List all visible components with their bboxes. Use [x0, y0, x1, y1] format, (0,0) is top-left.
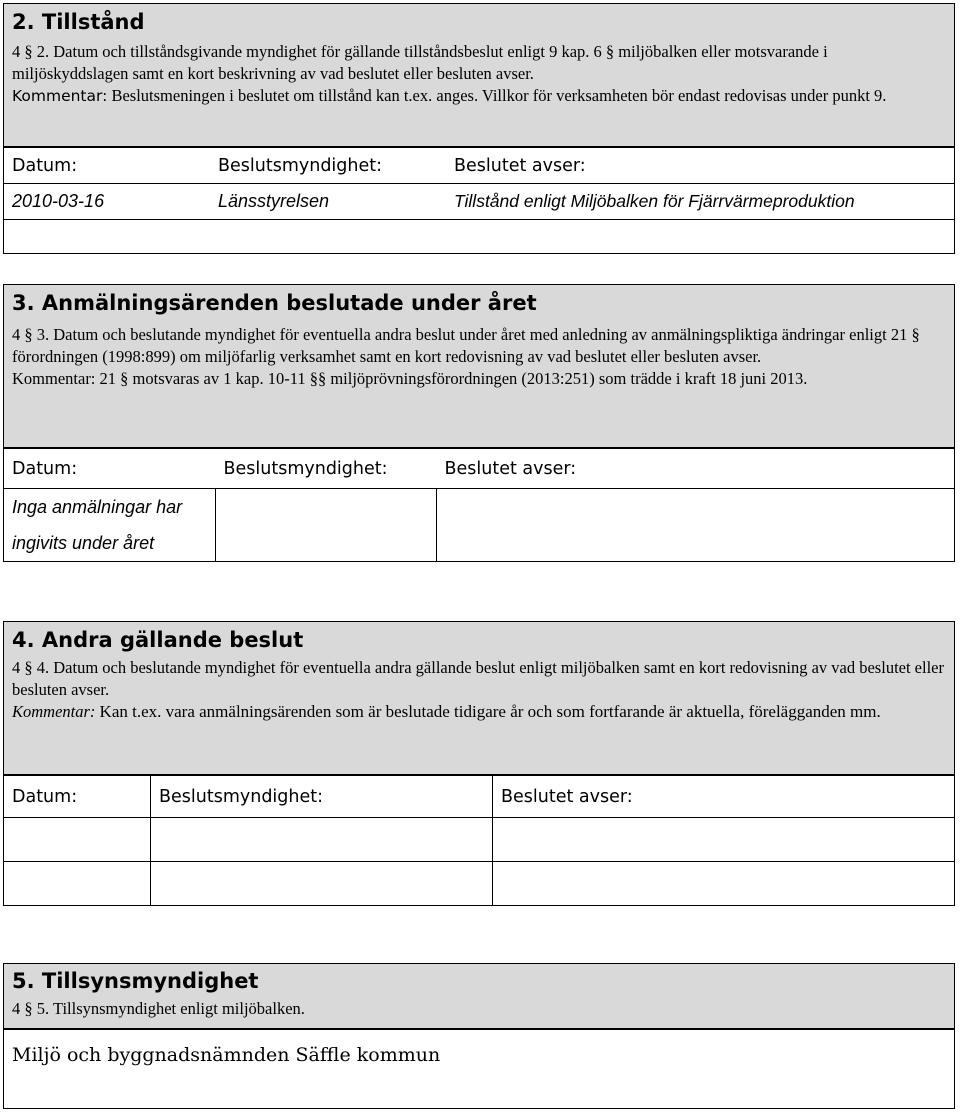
empty-row	[4, 220, 955, 254]
header-beslutsmyndighet: Beslutsmyndighet:	[151, 776, 493, 818]
section-2-header	[3, 3, 955, 147]
cell-beslutet-avser	[437, 489, 955, 562]
section-2-title: 2. Tillstånd	[12, 10, 145, 34]
comment-label: Kommentar:	[12, 87, 108, 105]
cell-beslutet-avser	[493, 862, 955, 906]
header-beslutet-avser: Beslutet avser:	[493, 776, 955, 818]
cell-datum	[4, 818, 151, 862]
section-5-title: 5. Tillsynsmyndighet	[12, 969, 259, 993]
header-beslutsmyndighet: Beslutsmyndighet:	[210, 148, 446, 184]
section-2-table	[3, 147, 955, 254]
section-4-description: 4 § 4. Datum och beslutande myndighet för eventuella andra gällande beslut enligt miljöbalken samt en kort redovisning av vad beslutet eller besluten avser. Kommentar: Kan t.ex. vara anmälningsärenden som är beslutade tidigare år och som fortfarande är aktuella, förelägganden mm.	[12, 658, 944, 721]
header-datum: Datum:	[4, 449, 216, 489]
section-4-header	[3, 621, 955, 775]
section-3-header	[3, 284, 955, 448]
section-3-description: 4 § 3. Datum och beslutande myndighet för eventuella andra beslut under året med anledning av anmälningspliktiga ändringar enligt 21 § förordningen (1998:899) om miljöfarlig verksamhet samt en kort redovisning av vad beslutet eller besluten avser. Kommentar: 21 § motsvaras av 1 kap. 10-11 §§ miljöprövningsförordningen (2013:251) som trädde i kraft 18 juni 2013.	[12, 325, 920, 388]
header-datum: Datum:	[4, 776, 151, 818]
cell-beslutsmyndighet: Länsstyrelsen	[210, 184, 446, 220]
cell-datum	[4, 862, 151, 906]
header-beslutsmyndighet: Beslutsmyndighet:	[216, 449, 437, 489]
section-3-table	[3, 448, 955, 562]
header-datum: Datum:	[4, 148, 211, 184]
cell-datum: Inga anmälningar har ingivits under året	[4, 489, 216, 562]
cell-beslutsmyndighet	[151, 862, 493, 906]
header-beslutet-avser: Beslutet avser:	[446, 148, 955, 184]
comment-label: Kommentar:	[12, 702, 96, 721]
section-2-description: 4 § 2. Datum och tillståndsgivande myndighet för gällande tillståndsbeslut enligt 9 kap. 6 § miljöbalken eller motsvarande i miljöskyddslagen samt en kort beskrivning av vad beslutet eller besluten avser. Kommentar: Beslutsmeningen i beslutet om tillstånd kan t.ex. anges. Villkor för verksamheten bör endast redovisas under punkt 9.	[12, 42, 887, 105]
header-beslutet-avser: Beslutet avser:	[437, 449, 955, 489]
cell-beslutet-avser: Tillstånd enligt Miljöbalken för Fjärrvärmeproduktion	[446, 184, 955, 220]
cell-datum: 2010-03-16	[4, 184, 211, 220]
cell-beslutsmyndighet	[216, 489, 437, 562]
section-5-value-box	[3, 1029, 955, 1109]
section-5-header	[3, 963, 955, 1029]
section-4-table	[3, 775, 955, 906]
section-3-title: 3. Anmälningsärenden beslutade under året	[12, 291, 537, 315]
tillsynsmyndighet-value: Miljö och byggnadsnämnden Säffle kommun	[12, 1044, 441, 1066]
cell-beslutsmyndighet	[151, 818, 493, 862]
cell-beslutet-avser	[493, 818, 955, 862]
section-5-description: 4 § 5. Tillsynsmyndighet enligt miljöbalken.	[12, 999, 305, 1018]
section-4-title: 4. Andra gällande beslut	[12, 628, 304, 652]
